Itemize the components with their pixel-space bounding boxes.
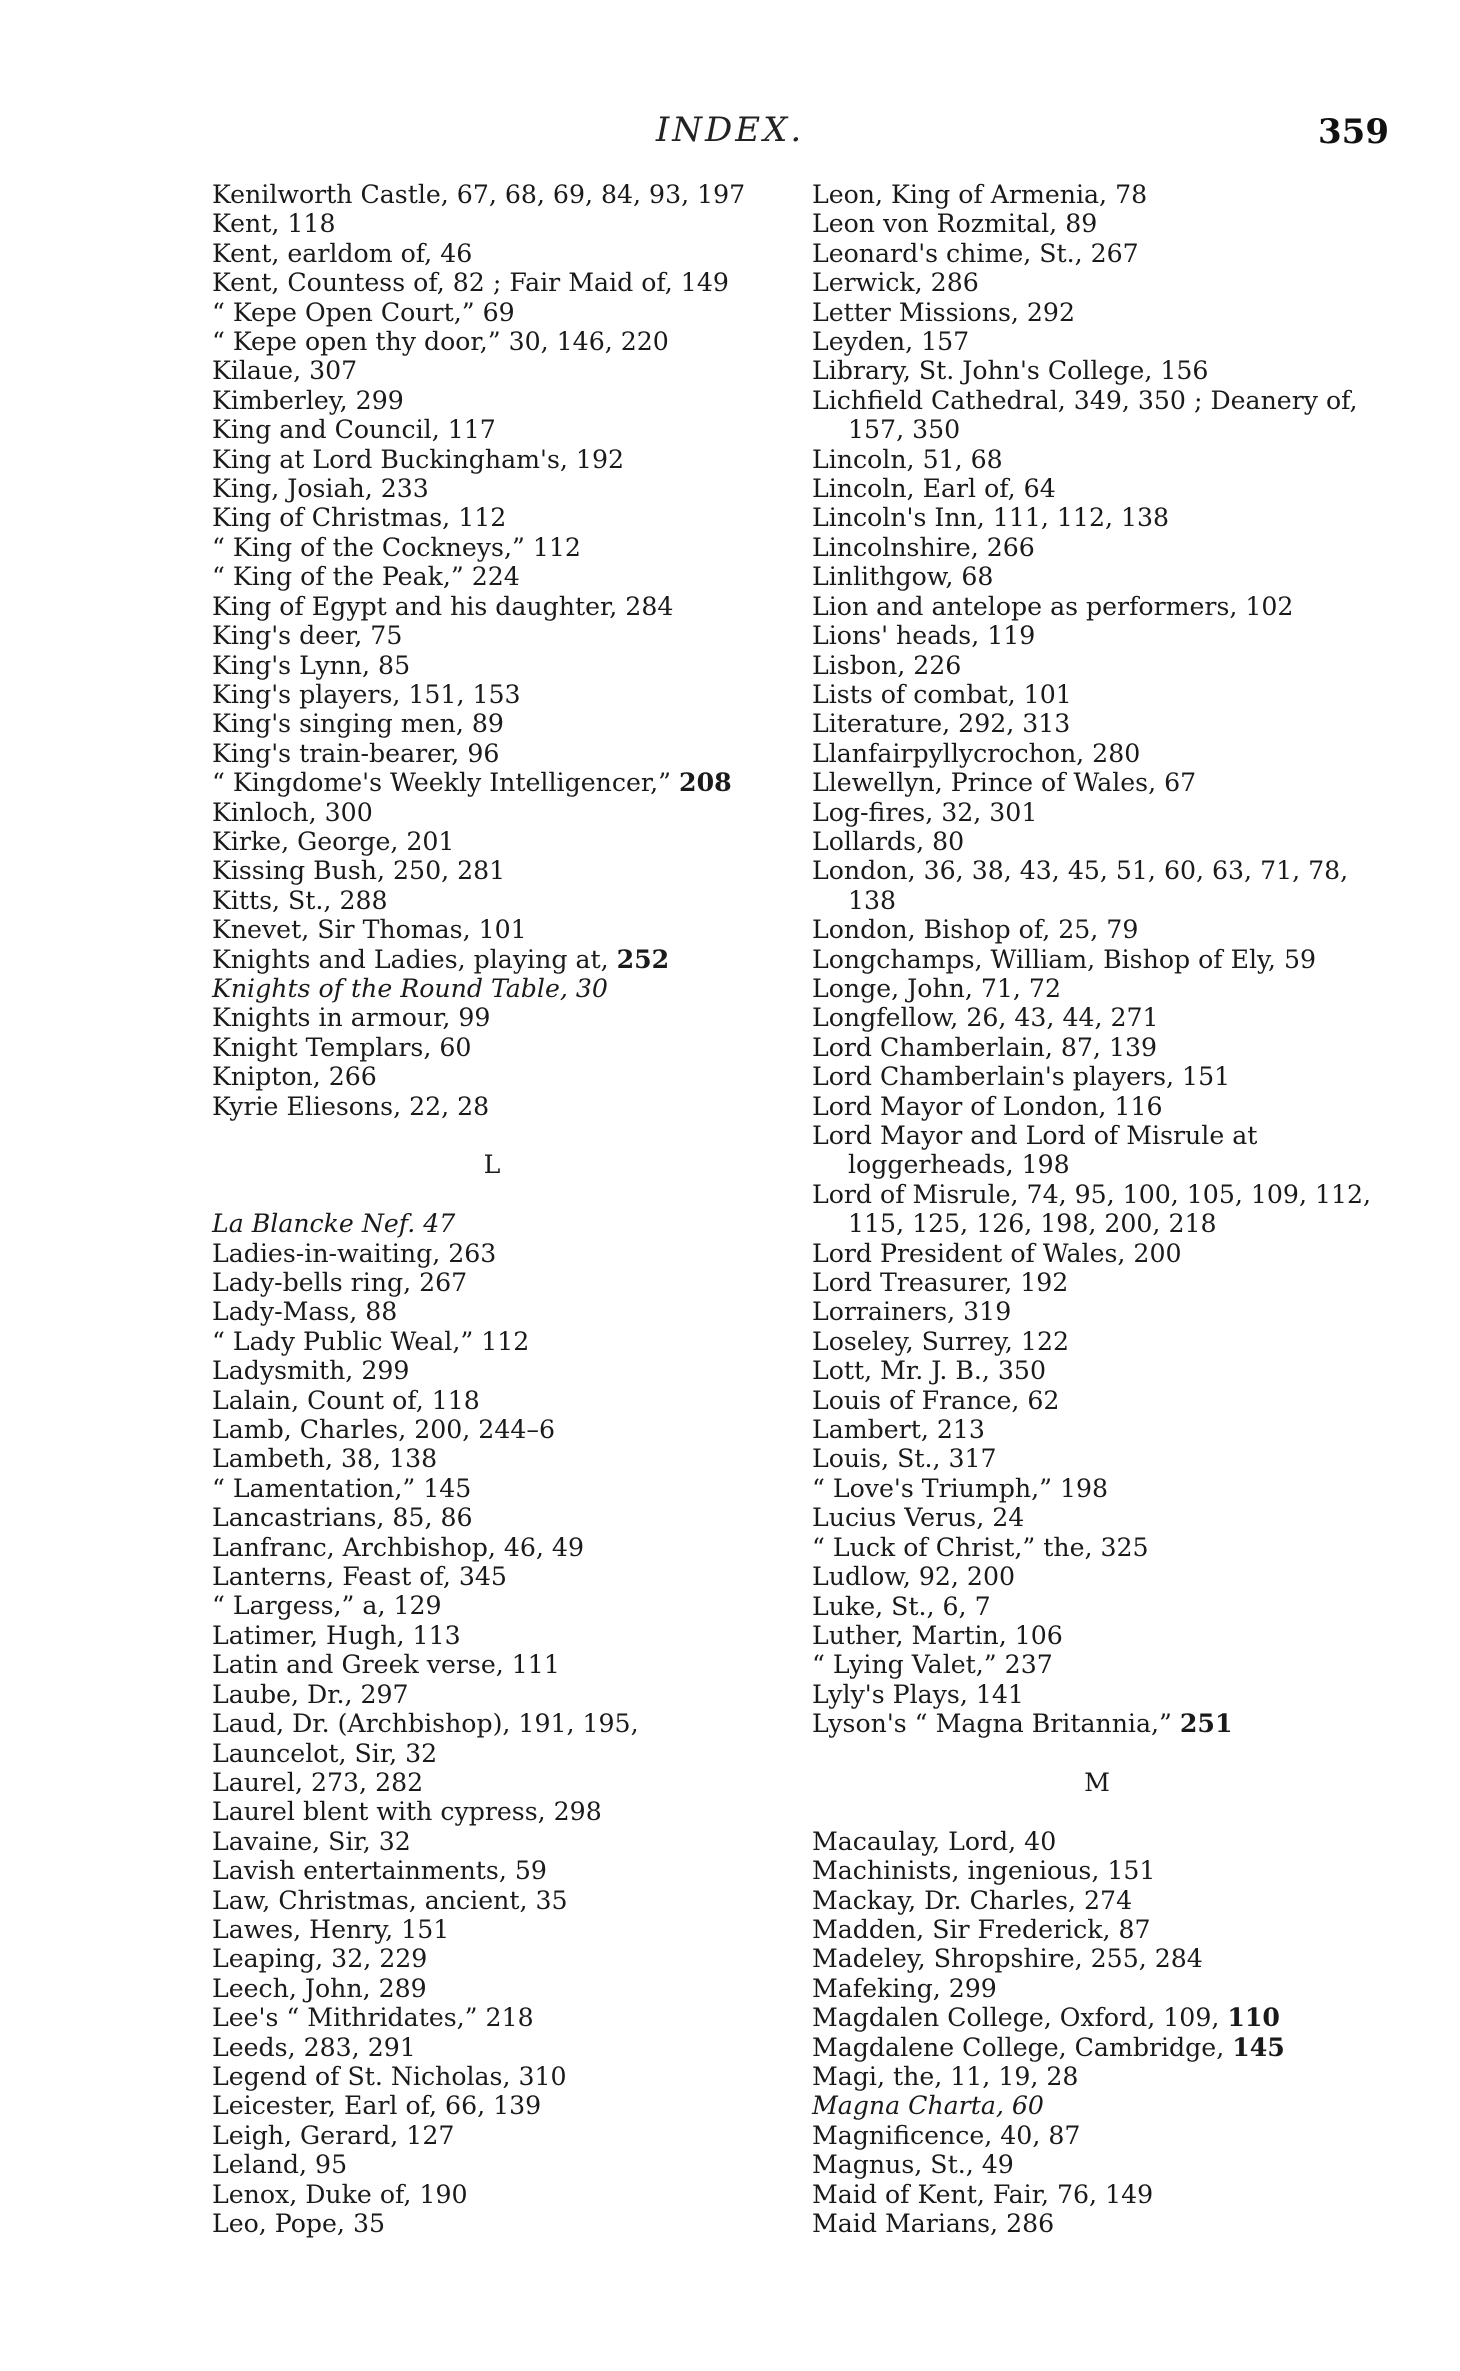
index-entry xyxy=(212,621,772,650)
index-entry xyxy=(812,1444,1382,1473)
index-entry xyxy=(212,503,772,532)
index-entry-text: Knights of the Round Table, 30 xyxy=(212,973,608,1003)
index-entry xyxy=(812,1562,1382,1591)
index-entry-text: Laurel blent with cypress, 298 xyxy=(212,1797,602,1827)
index-entry-text: Kimberley, 299 xyxy=(212,385,404,415)
index-entry xyxy=(212,268,772,297)
index-entry-text: Literature, 292, 313 xyxy=(812,709,1071,739)
index-entry-text: London, Bishop of, 25, 79 xyxy=(812,915,1139,945)
index-entry xyxy=(212,1797,772,1826)
index-entry xyxy=(812,739,1382,768)
index-entry xyxy=(812,562,1382,591)
index-entry-text: Leaping, 32, 229 xyxy=(212,1944,428,1974)
index-entry xyxy=(812,856,1382,915)
index-entry xyxy=(812,1886,1382,1915)
index-entry xyxy=(812,1297,1382,1326)
index-entry xyxy=(212,386,772,415)
index-entry-text: “ Kingdome's Weekly Intelligencer,” xyxy=(212,768,672,798)
index-entry xyxy=(212,974,772,1003)
index-entry-text: Lambert, 213 xyxy=(812,1415,985,1445)
index-entry-text: “ Love's Triumph,” 198 xyxy=(812,1473,1109,1503)
index-entry-text: Kyrie Eliesons, 22, 28 xyxy=(212,1091,490,1121)
index-entry-text: Knight Templars, 60 xyxy=(212,1032,472,1062)
index-entry-text: Louis, St., 317 xyxy=(812,1444,997,1474)
index-entry-text: Mackay, Dr. Charles, 274 xyxy=(812,1885,1133,1915)
index-entry xyxy=(212,1709,772,1738)
index-entry xyxy=(212,592,772,621)
index-column-left xyxy=(212,180,772,2238)
index-entry xyxy=(212,915,772,944)
index-entry-bold-page: 110 xyxy=(1227,2002,1280,2033)
index-entry-text: Lincoln, Earl of, 64 xyxy=(812,474,1056,504)
index-entry-bold-page: 251 xyxy=(1179,1708,1233,1739)
index-entry-text: “ Kepe Open Court,” 69 xyxy=(212,297,515,327)
index-entry-text: “ Lamentation,” 145 xyxy=(212,1473,472,1503)
index-entry xyxy=(212,739,772,768)
index-entry xyxy=(212,1415,772,1444)
index-entry xyxy=(212,1474,772,1503)
index-entry-text: Lyson's “ Magna Britannia,” xyxy=(812,1709,1172,1739)
index-entry xyxy=(812,915,1382,944)
index-entry-text: Ludlow, 92, 200 xyxy=(812,1562,1016,1592)
index-entry xyxy=(812,1974,1382,2003)
index-entry-text: La Blancke Nef. 47 xyxy=(212,1209,456,1239)
index-entry xyxy=(212,1856,772,1885)
index-entry-text: Kent, Countess of, 82 ; Fair Maid of, 149 xyxy=(212,268,729,298)
index-entry-text: Lord of Misrule, 74, 95, 100, 105, 109, 112, 115, 125, 126, 198, 200, 218 xyxy=(812,1179,1372,1239)
index-entry-bold-page: 252 xyxy=(616,943,670,974)
index-entry-text: Macaulay, Lord, 40 xyxy=(812,1826,1057,1856)
index-entry-text: Leeds, 283, 291 xyxy=(212,2032,416,2062)
index-entry xyxy=(812,1680,1382,1709)
index-entry-text: Lanterns, Feast of, 345 xyxy=(212,1562,507,1592)
index-entry-text: Leon von Rozmital, 89 xyxy=(812,209,1098,239)
index-entry-text: Laud, Dr. (Archbishop), 191, 195, xyxy=(212,1709,639,1739)
index-entry-text: Lerwick, 286 xyxy=(812,268,979,298)
index-entry-text: Llewellyn, Prince of Wales, 67 xyxy=(812,768,1197,798)
index-entry-text: “ King of the Peak,” 224 xyxy=(212,562,520,592)
index-entry-text: “ King of the Cockneys,” 112 xyxy=(212,532,581,562)
index-entry-bold-page: 145 xyxy=(1232,2031,1285,2062)
index-column-right xyxy=(812,180,1382,2238)
index-entry xyxy=(812,1944,1382,1973)
index-entry xyxy=(812,1592,1382,1621)
index-entry-text: Library, St. John's College, 156 xyxy=(812,356,1209,386)
index-entry xyxy=(212,827,772,856)
index-entry xyxy=(212,356,772,385)
index-entry-text: Lions' heads, 119 xyxy=(812,621,1036,651)
index-entry xyxy=(812,1033,1382,1062)
index-entry-text: Lee's “ Mithridates,” 218 xyxy=(212,2003,534,2033)
index-entry xyxy=(212,1768,772,1797)
index-entry xyxy=(812,386,1382,445)
index-entry xyxy=(212,1297,772,1326)
index-entry-text: Knights and Ladies, playing at, xyxy=(212,944,609,974)
index-entry xyxy=(212,2033,772,2062)
index-entry xyxy=(812,1327,1382,1356)
index-entry-text: Lady-bells ring, 267 xyxy=(212,1268,468,1297)
index-entry-text: Knevet, Sir Thomas, 101 xyxy=(212,915,527,945)
index-entry-text: Madden, Sir Frederick, 87 xyxy=(812,1914,1151,1944)
index-entry-text: Lord Chamberlain's players, 151 xyxy=(812,1062,1231,1092)
index-entry xyxy=(212,1827,772,1856)
index-entry-text: Lord Chamberlain, 87, 139 xyxy=(812,1032,1158,1062)
index-entry xyxy=(212,533,772,562)
index-entry-text: Knipton, 266 xyxy=(212,1062,377,1092)
index-entry-text: Lavaine, Sir, 32 xyxy=(212,1826,411,1856)
index-entry xyxy=(212,1386,772,1415)
index-entry-text: “ Lying Valet,” 237 xyxy=(812,1650,1053,1680)
index-entry xyxy=(812,356,1382,385)
index-entry-text: Llanfairpyllycrochon, 280 xyxy=(812,738,1141,768)
index-entry xyxy=(812,1533,1382,1562)
index-entry-text: Kent, earldom of, 46 xyxy=(212,238,473,268)
index-entry-text: Latin and Greek verse, 111 xyxy=(212,1650,560,1680)
page-number: 359 xyxy=(1318,112,1389,152)
index-entry xyxy=(212,2209,772,2238)
index-entry xyxy=(812,2150,1382,2179)
index-entry-text: Lancastrians, 85, 86 xyxy=(212,1503,473,1533)
index-entry xyxy=(212,1003,772,1032)
index-entry-text: Machinists, ingenious, 151 xyxy=(812,1856,1156,1886)
index-entry xyxy=(212,562,772,591)
index-entry xyxy=(812,1239,1382,1268)
index-entry-text: Luther, Martin, 106 xyxy=(812,1620,1063,1650)
index-entry xyxy=(212,1886,772,1915)
index-entry xyxy=(812,1356,1382,1385)
index-entry-text: Longchamps, William, Bishop of Ely, 59 xyxy=(812,944,1316,974)
index-entry-text: Kent, 118 xyxy=(212,209,336,239)
index-entry-text: Maid Marians, 286 xyxy=(812,2209,1055,2238)
index-entry xyxy=(212,445,772,474)
index-entry xyxy=(812,1092,1382,1121)
index-entry xyxy=(212,1062,772,1091)
index-entry-text: Magnificence, 40, 87 xyxy=(812,2120,1081,2150)
index-entry-text: Lord Mayor of London, 116 xyxy=(812,1091,1163,1121)
index-entry-text: Letter Missions, 292 xyxy=(812,297,1075,327)
index-entry-text: King's singing men, 89 xyxy=(212,709,504,739)
index-entry xyxy=(212,2062,772,2091)
index-entry-text: Kilaue, 307 xyxy=(212,356,358,386)
index-entry xyxy=(212,1974,772,2003)
index-entry xyxy=(812,209,1382,238)
index-entry-text: Lambeth, 38, 138 xyxy=(212,1444,438,1474)
index-entry-text: Lisbon, 226 xyxy=(812,650,962,680)
index-entry xyxy=(812,1386,1382,1415)
index-entry xyxy=(812,474,1382,503)
index-entry xyxy=(812,621,1382,650)
index-entry xyxy=(812,1474,1382,1503)
index-entry-text: Lott, Mr. J. B., 350 xyxy=(812,1356,1046,1386)
index-entry-text: Laube, Dr., 297 xyxy=(212,1679,409,1709)
index-entry-text: “ Largess,” a, 129 xyxy=(212,1591,442,1621)
index-entry-text: Magnus, St., 49 xyxy=(812,2150,1014,2180)
index-entry xyxy=(812,651,1382,680)
index-entry-text: Lawes, Henry, 151 xyxy=(212,1914,450,1944)
index-entry-text: Lord Treasurer, 192 xyxy=(812,1268,1069,1298)
index-entry-text: King's Lynn, 85 xyxy=(212,650,411,680)
index-entry xyxy=(212,2150,772,2179)
index-entry xyxy=(212,680,772,709)
index-entry-text: Luke, St., 6, 7 xyxy=(812,1591,991,1621)
index-entry-text: “ Luck of Christ,” the, 325 xyxy=(812,1532,1149,1562)
index-entry-text: Loseley, Surrey, 122 xyxy=(812,1326,1070,1356)
index-entry-text: Lion and antelope as performers, 102 xyxy=(812,591,1294,621)
index-entry xyxy=(212,1209,772,1238)
index-entry xyxy=(212,886,772,915)
index-entry-text: “ Kepe open thy door,” 30, 146, 220 xyxy=(212,327,669,357)
index-entry xyxy=(812,798,1382,827)
index-entry xyxy=(812,768,1382,797)
index-entry xyxy=(812,1650,1382,1679)
index-entry xyxy=(812,533,1382,562)
index-entry-text: Leon, King of Armenia, 78 xyxy=(812,180,1148,209)
index-entry xyxy=(212,2121,772,2150)
index-entry-text: Magna Charta, 60 xyxy=(812,2091,1044,2121)
index-entry-text: Kirke, George, 201 xyxy=(212,826,455,856)
index-entry xyxy=(812,1915,1382,1944)
index-entry xyxy=(212,651,772,680)
index-entry-text: Kenilworth Castle, 67, 68, 69, 84, 93, 197 xyxy=(212,180,746,209)
index-entry-text: Lalain, Count of, 118 xyxy=(212,1385,480,1415)
index-entry xyxy=(812,1062,1382,1091)
index-entry xyxy=(812,974,1382,1003)
index-entry-text: London, 36, 38, 43, 45, 51, 60, 63, 71, 78, 138 xyxy=(812,856,1349,915)
index-entry xyxy=(212,1356,772,1385)
index-entry xyxy=(212,1033,772,1062)
index-entry xyxy=(812,503,1382,532)
index-entry-text: Ladysmith, 299 xyxy=(212,1356,410,1386)
index-entry xyxy=(212,1327,772,1356)
index-entry-text: Lucius Verus, 24 xyxy=(812,1503,1025,1533)
index-entry-text: Laurel, 273, 282 xyxy=(212,1767,424,1797)
index-entry-text: Lollards, 80 xyxy=(812,826,965,856)
index-entry-text: Maid of Kent, Fair, 76, 149 xyxy=(812,2179,1154,2209)
index-entry-text: King, Josiah, 233 xyxy=(212,474,429,504)
index-entry-text: King at Lord Buckingham's, 192 xyxy=(212,444,624,474)
index-entry-text: Leo, Pope, 35 xyxy=(212,2209,385,2238)
index-entry-text: Lincolnshire, 266 xyxy=(812,532,1035,562)
index-entry xyxy=(812,709,1382,738)
index-entry xyxy=(812,2121,1382,2150)
index-entry xyxy=(212,768,772,797)
running-header-title: INDEX. xyxy=(655,110,805,150)
index-entry xyxy=(212,1444,772,1473)
index-entry xyxy=(812,592,1382,621)
index-entry-text: Lincoln's Inn, 111, 112, 138 xyxy=(812,503,1170,533)
index-entry-text: Lady-Mass, 88 xyxy=(212,1297,398,1327)
index-entry xyxy=(812,1180,1382,1239)
index-entry-text: Lorrainers, 319 xyxy=(812,1297,1012,1327)
index-entry xyxy=(812,2003,1382,2032)
index-entry-text: Lyly's Plays, 141 xyxy=(812,1679,1024,1709)
index-entry-text: Magdalen College, Oxford, 109, xyxy=(812,2003,1220,2033)
index-entry xyxy=(812,1503,1382,1532)
index-entry xyxy=(212,415,772,444)
index-entry xyxy=(812,1003,1382,1032)
index-entry-text: Lord President of Wales, 200 xyxy=(812,1238,1182,1268)
index-entry xyxy=(212,180,772,209)
index-entry-text: Lichfield Cathedral, 349, 350 ; Deanery of, 157, 350 xyxy=(812,385,1358,445)
index-entry xyxy=(812,2091,1382,2120)
index-entry xyxy=(812,2033,1382,2062)
index-entry-text: Longfellow, 26, 43, 44, 271 xyxy=(812,1003,1159,1033)
index-entry-text: Lord Mayor and Lord of Misrule at loggerheads, 198 xyxy=(812,1121,1258,1180)
index-entry xyxy=(812,2062,1382,2091)
section-letter-heading: L xyxy=(483,1150,501,1180)
index-entry xyxy=(812,2209,1382,2238)
index-entry-text: Lavish entertainments, 59 xyxy=(212,1856,547,1886)
index-entry-text: Leicester, Earl of, 66, 139 xyxy=(212,2091,542,2121)
index-entry-text: Leigh, Gerard, 127 xyxy=(212,2120,455,2150)
index-entry xyxy=(812,298,1382,327)
index-entry xyxy=(212,2091,772,2120)
index-entry-text: Leyden, 157 xyxy=(812,327,970,357)
index-entry xyxy=(812,1827,1382,1856)
index-entry-text: Kinloch, 300 xyxy=(212,797,373,827)
index-entry-text: Lenox, Duke of, 190 xyxy=(212,2179,468,2209)
index-entry xyxy=(212,798,772,827)
index-entry-text: “ Lady Public Weal,” 112 xyxy=(212,1326,530,1356)
index-entry xyxy=(212,1092,772,1121)
index-entry xyxy=(812,1856,1382,1885)
index-entry-bold-page: 208 xyxy=(679,767,732,798)
index-entry-text: Knights in armour, 99 xyxy=(212,1003,491,1033)
index-entry-text: Louis of France, 62 xyxy=(812,1385,1060,1415)
index-entry xyxy=(812,1415,1382,1444)
index-entry xyxy=(212,2003,772,2032)
index-entry-text: Lists of combat, 101 xyxy=(812,679,1072,709)
index-entry xyxy=(812,1121,1382,1180)
index-entry xyxy=(212,1533,772,1562)
index-entry-text: Latimer, Hugh, 113 xyxy=(212,1620,461,1650)
index-entry xyxy=(212,1944,772,1973)
index-entry xyxy=(812,1268,1382,1297)
index-entry xyxy=(812,945,1382,974)
index-entry xyxy=(212,1268,772,1297)
index-entry-text: Legend of St. Nicholas, 310 xyxy=(212,2061,567,2091)
index-entry-text: Leonard's chime, St., 267 xyxy=(812,238,1139,268)
index-entry-text: King's deer, 75 xyxy=(212,621,403,651)
index-entry-text: Mafeking, 299 xyxy=(812,1973,997,2003)
index-entry-text: Lanfranc, Archbishop, 46, 49 xyxy=(212,1532,584,1562)
index-entry-text: Lincoln, 51, 68 xyxy=(812,444,1003,474)
section-letter-heading: M xyxy=(1084,1767,1110,1797)
index-entry xyxy=(812,680,1382,709)
index-entry xyxy=(212,239,772,268)
index-entry xyxy=(812,327,1382,356)
index-entry-text: Leland, 95 xyxy=(212,2150,348,2180)
index-entry xyxy=(212,2180,772,2209)
index-entry-text: Magi, the, 11, 19, 28 xyxy=(812,2061,1079,2091)
index-entry-text: Kitts, St., 288 xyxy=(212,885,388,915)
index-entry xyxy=(212,298,772,327)
index-entry xyxy=(812,180,1382,209)
index-entry xyxy=(212,856,772,885)
index-entry-text: Leech, John, 289 xyxy=(212,1973,427,2003)
index-entry xyxy=(212,709,772,738)
index-entry xyxy=(212,1591,772,1620)
index-entry-text: Launcelot, Sir, 32 xyxy=(212,1738,438,1768)
index-entry-text: Magdalene College, Cambridge, xyxy=(812,2032,1225,2062)
index-entry xyxy=(212,1650,772,1679)
index-entry xyxy=(812,827,1382,856)
index-entry xyxy=(212,327,772,356)
index-entry-text: Lamb, Charles, 200, 244–6 xyxy=(212,1415,555,1445)
index-entry xyxy=(212,1562,772,1591)
index-entry-text: Longe, John, 71, 72 xyxy=(812,973,1061,1003)
index-entry xyxy=(212,1621,772,1650)
index-entry-text: King's players, 151, 153 xyxy=(212,679,521,709)
index-entry xyxy=(212,474,772,503)
index-entry xyxy=(812,445,1382,474)
index-entry-text: King of Egypt and his daughter, 284 xyxy=(212,591,674,621)
index-entry xyxy=(212,945,772,974)
index-entry xyxy=(812,1709,1382,1738)
index-entry-text: Kissing Bush, 250, 281 xyxy=(212,856,506,886)
index-entry-text: Linlithgow, 68 xyxy=(812,562,994,592)
index-entry xyxy=(812,268,1382,297)
index-entry xyxy=(212,1915,772,1944)
index-entry xyxy=(212,1680,772,1709)
index-entry xyxy=(812,239,1382,268)
index-entry-text: King's train-bearer, 96 xyxy=(212,738,500,768)
index-entry-text: Log-fires, 32, 301 xyxy=(812,797,1038,827)
index-entry xyxy=(212,209,772,238)
index-entry xyxy=(812,1621,1382,1650)
index-entry-text: Ladies-in-waiting, 263 xyxy=(212,1238,497,1268)
index-entry-text: Madeley, Shropshire, 255, 284 xyxy=(812,1944,1203,1974)
index-entry xyxy=(212,1503,772,1532)
index-entry-text: King and Council, 117 xyxy=(212,415,496,445)
index-entry-text: Law, Christmas, ancient, 35 xyxy=(212,1885,568,1915)
index-entry xyxy=(212,1739,772,1768)
index-entry xyxy=(812,2180,1382,2209)
index-entry-text: King of Christmas, 112 xyxy=(212,503,507,533)
index-entry xyxy=(212,1239,772,1268)
